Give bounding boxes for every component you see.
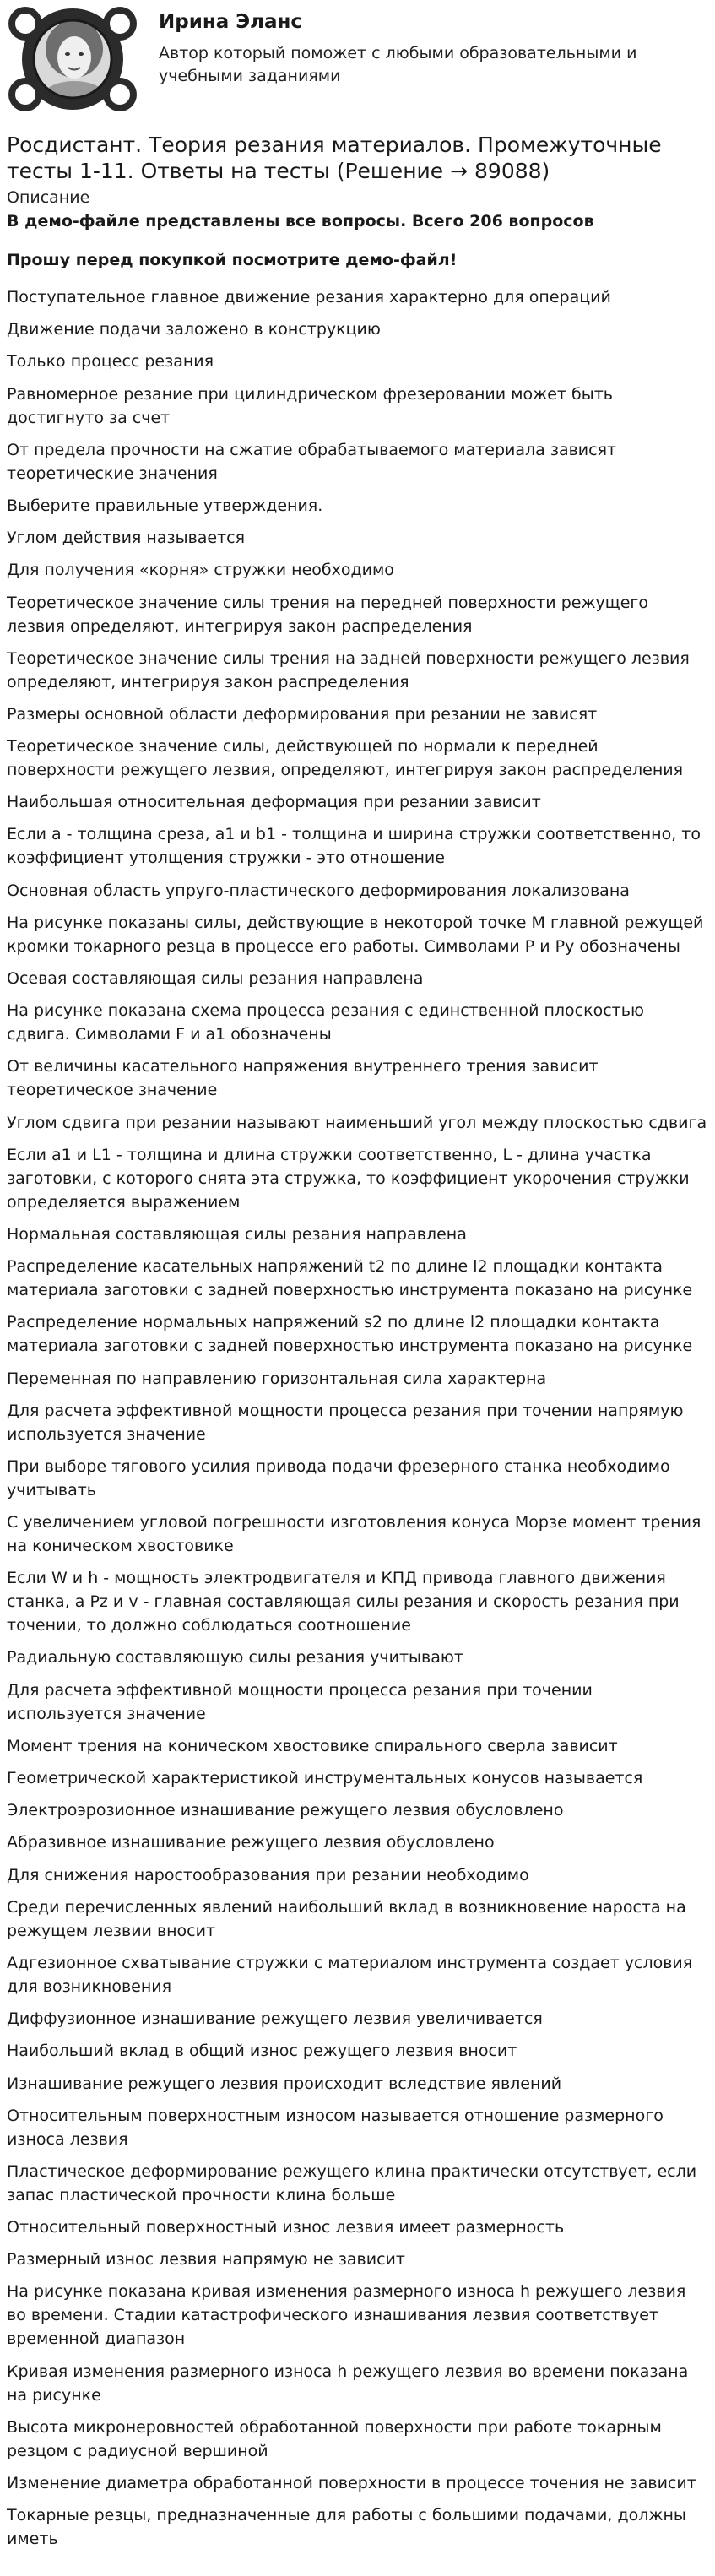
- question-item: Размерный износ лезвия напрямую не зависит: [7, 2250, 405, 2270]
- question-item: Электроэрозионное изнашивание режущего лезвия обусловлено: [7, 1801, 564, 1820]
- question-item: Углом сдвига при резании называют наименьший угол между плоскостью сдвига: [7, 1113, 707, 1132]
- question-item: Для расчета эффективной мощности процесса резания при точении напрямую используется значение: [7, 1401, 684, 1444]
- question-item: Теоретическое значение силы трения на передней поверхности режущего лезвия определяют, интегрируя закон распределения: [7, 593, 648, 636]
- question-item: Для расчета эффективной мощности процесса резания при точении используется значение: [7, 1680, 593, 1723]
- question-item: Основная область упруго-пластического деформирования локализована: [7, 881, 630, 900]
- question-item: Изнашивание режущего лезвия происходит вследствие явлений: [7, 2074, 562, 2093]
- description-label: Описание: [7, 188, 90, 207]
- question-item: Поступательное главное движение резания характерно для операций: [7, 288, 611, 306]
- question-item: Переменная по направлению горизонтальная сила характерна: [7, 1369, 547, 1388]
- question-list: [7, 285, 708, 2551]
- question-item: Для снижения наростообразования при резании необходимо: [7, 1865, 529, 1885]
- question-item: Выберите правильные утверждения.: [7, 496, 323, 515]
- question-item: Высота микронеровностей обработанной поверхности при работе токарным резцом с радиусной вершиной: [7, 2417, 662, 2460]
- question-item: Распределение касательных напряжений t2 по длине l2 площадки контакта материала заготовки с задней поверхностью инструмента показано на рисунке: [7, 1257, 693, 1300]
- question-item: Только процесс резания: [7, 352, 214, 371]
- question-item: Адгезионное схватывание стружки с материалом инструмента создает условия для возникновения: [7, 1953, 693, 1996]
- question-item: Токарные резцы, предназначенные для работы с большими подачами, должны иметь: [7, 2506, 686, 2549]
- question-item: Наибольший вклад в общий износ режущего лезвия вносит: [7, 2042, 517, 2061]
- question-item: От предела прочности на сжатие обрабатываемого материала зависят теоретические значения: [7, 440, 617, 483]
- question-item: На рисунке показаны силы, действующие в некоторой точке M главной режущей кромки токарного резца в процессе его работы. Символами P и Py обозначены: [7, 913, 704, 956]
- question-item: Изменение диаметра обработанной поверхности в процессе точения не зависит: [7, 2474, 696, 2492]
- question-item: Момент трения на коническом хвостовике спирального сверла зависит: [7, 1736, 618, 1755]
- author-card: [7, 0, 708, 125]
- question-item: Движение подачи заложено в конструкцию: [7, 320, 381, 339]
- question-item: Относительный поверхностный износ лезвия имеет размерность: [7, 2218, 565, 2237]
- question-item: Геометрической характеристикой инструментальных конусов называется: [7, 1769, 643, 1787]
- question-item: Теоретическое значение силы трения на задней поверхности режущего лезвия определяют, интегрируя закон распределения: [7, 648, 690, 691]
- question-item: На рисунке показана схема процесса резания с единственной плоскостью сдвига. Символами F и a1 обозначены: [7, 1001, 644, 1044]
- question-item: Пластическое деформирование режущего клина практически отсутствует, если запас пластической прочности клина больше: [7, 2161, 697, 2205]
- question-item: Осевая составляющая силы резания направлена: [7, 969, 424, 988]
- question-item: Если a - толщина среза, a1 и b1 - толщина и ширина стружки соответственно, то коэффициент утолщения стружки - это отношение: [7, 825, 701, 868]
- page-title: Росдистант. Теория резания материалов. Промежуточные тесты 1-11. Ответы на тесты (Решение → 89088): [7, 133, 662, 183]
- author-info: [159, 5, 657, 88]
- question-item: Кривая изменения размерного износа h режущего лезвия во времени показана на рисунке: [7, 2362, 689, 2405]
- author-description: Автор который поможет с любыми образовательными и учебными заданиями: [159, 44, 637, 85]
- demo-warning: Прошу перед покупкой посмотрите демо-файл!: [7, 251, 458, 269]
- question-item: Теоретическое значение силы, действующей по нормали к передней поверхности режущего лезвия, определяют, интегрируя закон распределения: [7, 737, 684, 780]
- question-item: Углом действия называется: [7, 529, 246, 548]
- question-item: От величины касательного напряжения внутреннего трения зависит теоретическое значение: [7, 1057, 599, 1100]
- question-item: Наибольшая относительная деформация при резании зависит: [7, 793, 541, 812]
- question-item: С увеличением угловой погрешности изготовления конуса Морзе момент трения на коническом хвостовике: [7, 1513, 701, 1556]
- question-item: Радиальную составляющую силы резания учитывают: [7, 1648, 463, 1668]
- question-item: Среди перечисленных явлений наибольший вклад в возникновение нароста на режущем лезвии вносит: [7, 1897, 686, 1940]
- question-item: Диффузионное изнашивание режущего лезвия увеличивается: [7, 2009, 543, 2029]
- demo-notice: В демо-файле представлены все вопросы. Всего 206 вопросов: [7, 212, 594, 230]
- avatar-frame-icon: [7, 5, 138, 113]
- question-item: Относительным поверхностным износом называется отношение размерного износа лезвия: [7, 2106, 664, 2149]
- question-item: При выборе тягового усилия привода подачи фрезерного станка необходимо учитывать: [7, 1456, 670, 1500]
- author-name[interactable]: Ирина Эланс: [159, 11, 303, 33]
- question-item: На рисунке показана кривая изменения размерного износа h режущего лезвия во времени. Стадии катастрофического изнашивания лезвия соответствует временной диапазон: [7, 2282, 686, 2349]
- question-item: Абразивное изнашивание режущего лезвия обусловлено: [7, 1833, 495, 1852]
- avatar[interactable]: [7, 5, 138, 113]
- question-item: Равномерное резание при цилиндрическом фрезеровании может быть достигнуто за счет: [7, 384, 613, 427]
- question-item: Для получения «корня» стружки необходимо: [7, 561, 394, 580]
- question-item: Распределение нормальных напряжений s2 по длине l2 площадки контакта материала заготовки с задней поверхностью инструмента показано на рисунке: [7, 1313, 693, 1356]
- question-item: Если W и h - мощность электродвигателя и КПД привода главного движения станка, а Pz и v - главная составляющая силы резания и скорость резания при точении, то должно соблюдаться соотношение: [7, 1569, 680, 1635]
- question-item: Размеры основной области деформирования при резании не зависят: [7, 704, 598, 724]
- question-item: Нормальная составляющая силы резания направлена: [7, 1224, 467, 1244]
- question-item: Если a1 и L1 - толщина и длина стружки соответственно, L - длина участка заготовки, с которого снята эта стружка, то коэффициент укорочения стружки определяется выражением: [7, 1145, 690, 1212]
